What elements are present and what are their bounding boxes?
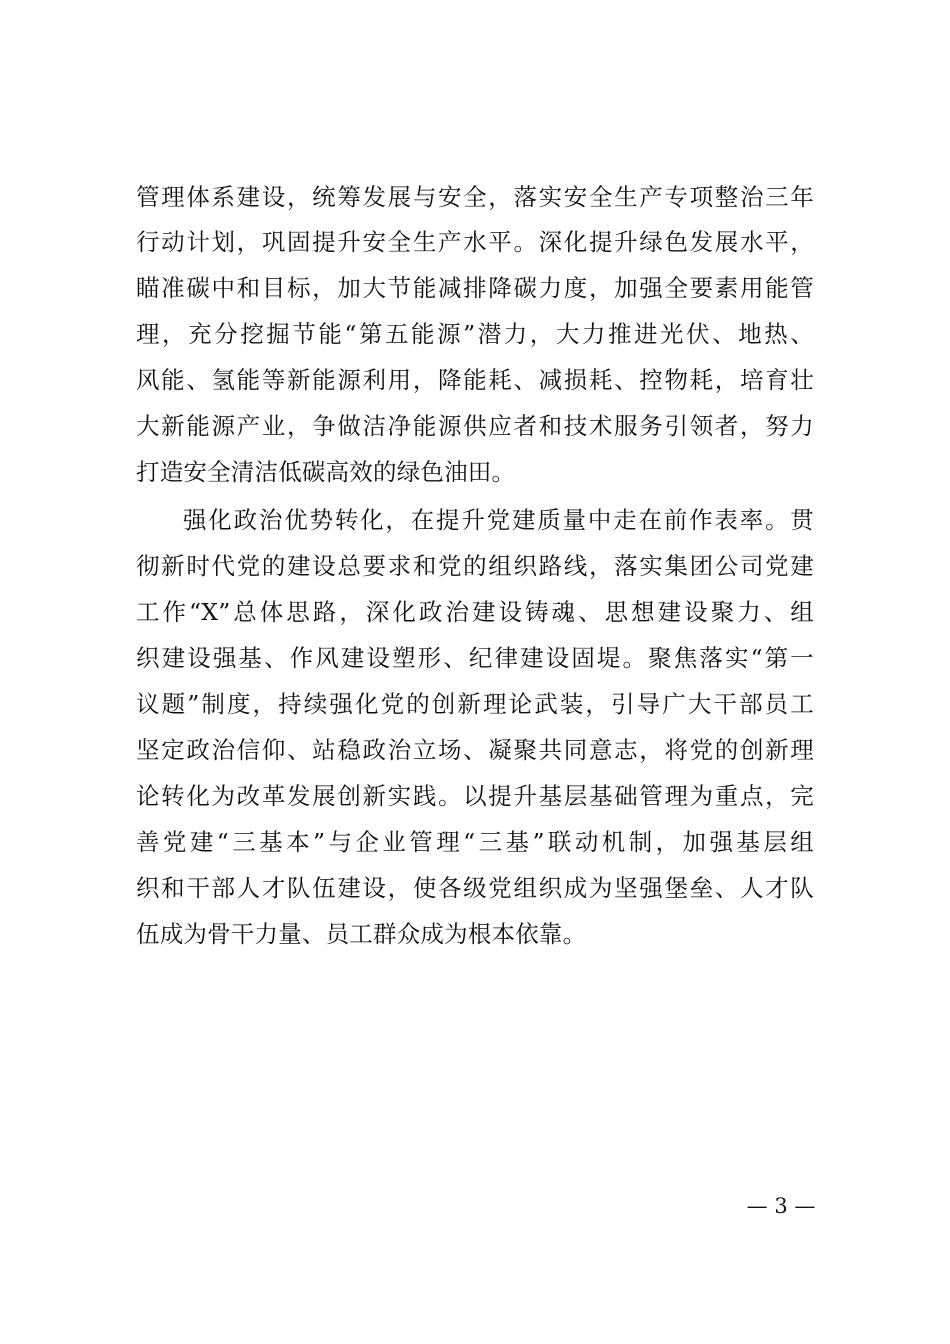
paragraph-line: 议题”制度，持续强化党的创新理论武装，引导广大干部员工 [136, 690, 814, 718]
paragraph-line: 工作“X”总体思路，深化政治建设铸魂、思想建设聚力、组 [136, 598, 814, 626]
paragraph-line: 大新能源产业，争做洁净能源供应者和技术服务引领者，努力 [136, 412, 814, 440]
paragraph-line: 坚定政治信仰、站稳政治立场、凝聚共同意志，将党的创新理 [136, 736, 814, 764]
paragraph-line: 织建设强基、作风建设塑形、纪律建设固堤。聚焦落实“第一 [136, 644, 814, 672]
paragraph-line: 理，充分挖掘节能“第五能源”潜力，大力推进光伏、地热、 [136, 320, 814, 348]
paragraph-line: 善党建“三基本”与企业管理“三基”联动机制，加强基层组 [136, 828, 814, 856]
paragraph-line: 瞄准碳中和目标，加大节能减排降碳力度，加强全要素用能管 [136, 274, 814, 302]
page-number: — 3 — [746, 1194, 816, 1218]
paragraph-line: 行动计划，巩固提升安全生产水平。深化提升绿色发展水平， [136, 228, 814, 256]
paragraph-line: 打造安全清洁低碳高效的绿色油田。 [136, 458, 516, 486]
paragraph-line: 彻新时代党的建设总要求和党的组织路线，落实集团公司党建 [136, 552, 814, 580]
paragraph-line: 强化政治优势转化，在提升党建质量中走在前作表率。贯 [183, 506, 814, 534]
paragraph-line: 管理体系建设，统筹发展与安全，落实安全生产专项整治三年 [136, 183, 814, 211]
paragraph-line: 织和干部人才队伍建设，使各级党组织成为坚强堡垒、人才队 [136, 874, 814, 902]
paragraph-line: 风能、氢能等新能源利用，降能耗、减损耗、控物耗，培育壮 [136, 366, 814, 394]
paragraph-line: 论转化为改革发展创新实践。以提升基层基础管理为重点，完 [136, 782, 814, 810]
paragraph-line: 伍成为骨干力量、员工群众成为根本依靠。 [136, 920, 587, 948]
